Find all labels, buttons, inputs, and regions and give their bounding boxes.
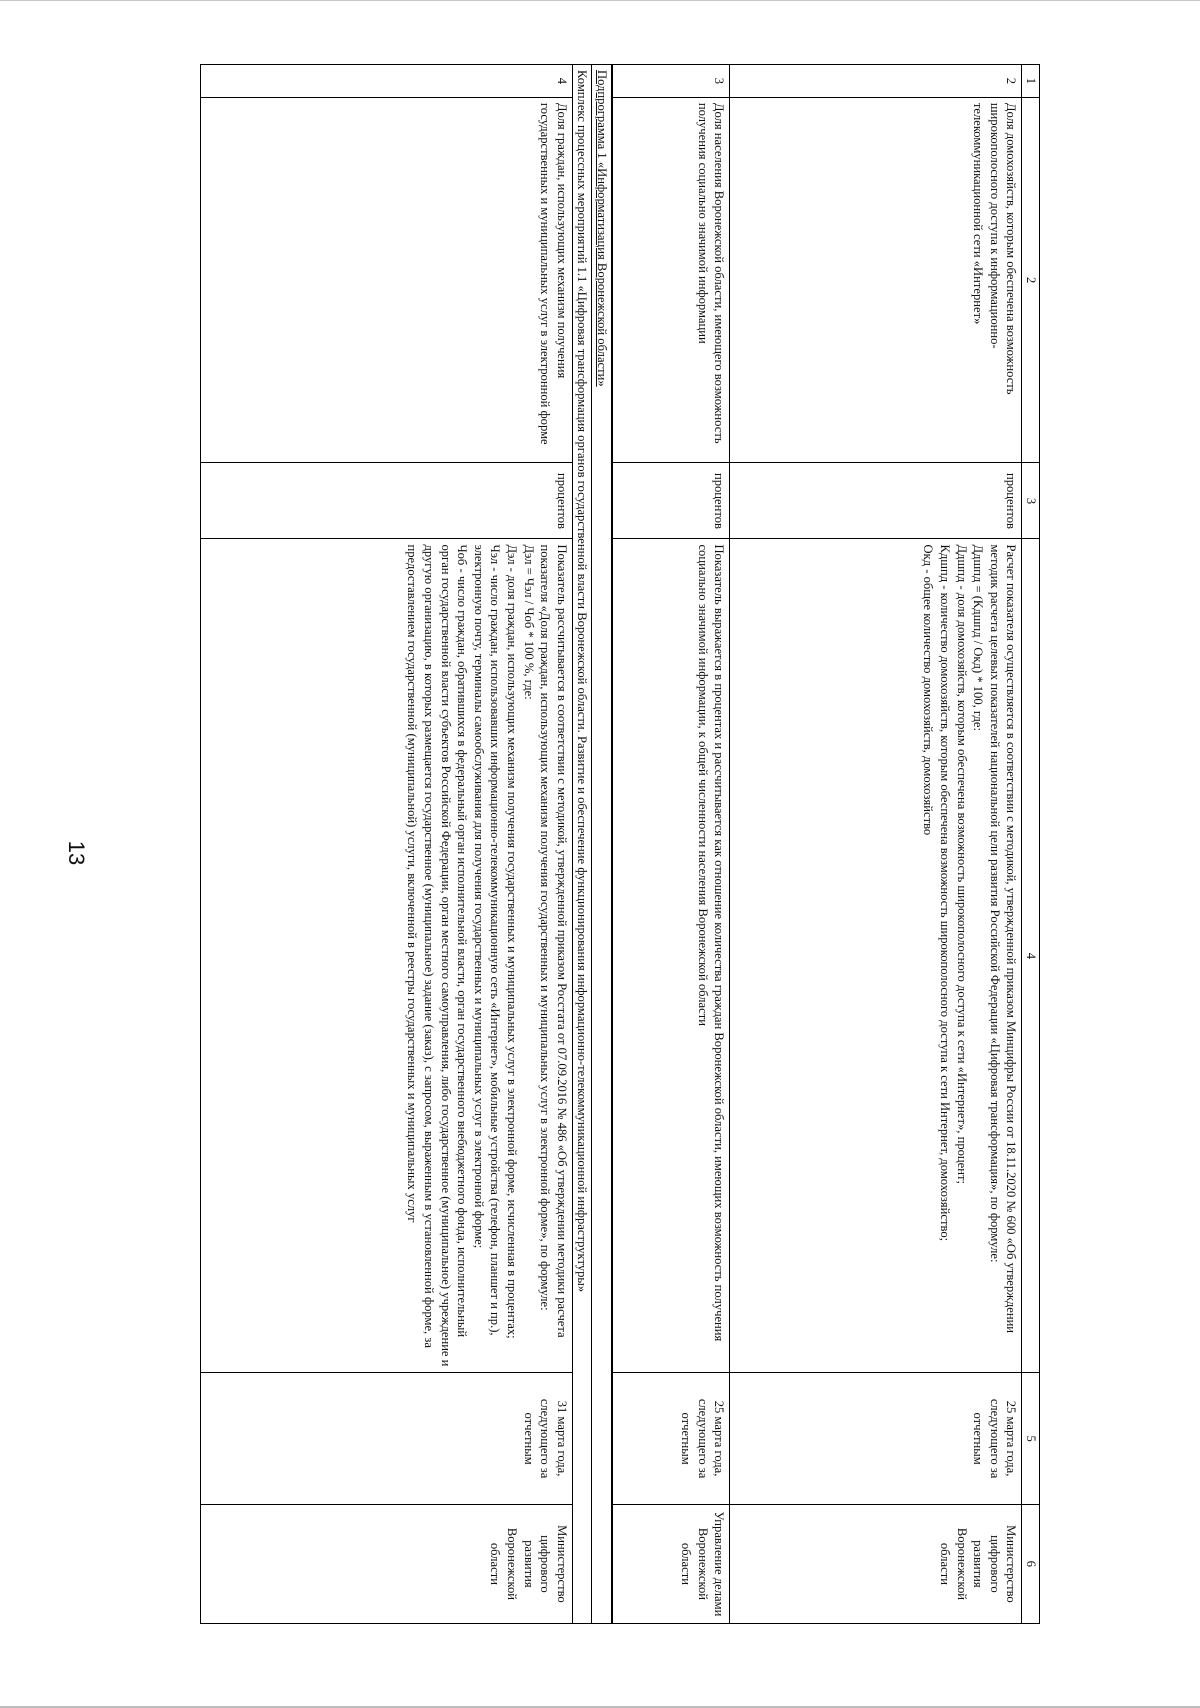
method-paragraph: Чоб - число граждан, обратившихся в федеральный орган исполнительной власти, орган государственного внебюджетного фонда, исполнительный орган государственной власти субъектов Российской Федерации, орган местного самоуправления, либо государственное (муниципальное) учреждение и другую организацию, в которых размещается государственное (муниципальное) задание (заказ), с запросом, выраженным в установленной форме, за предоставлением государственной (муниципальной) услуги, включенной в реестры государственных и муниципальных услуг <box>405 544 470 1367</box>
column-header-1: 1 <box>1022 65 1040 98</box>
indicator-name: Доля домохозяйств, которым обеспечена возможность широкополосного доступа к информационно-телекоммуникационной сети «Интернет» <box>730 97 1022 463</box>
unit-cell: процентов <box>730 463 1022 539</box>
column-header-6: 6 <box>1022 1504 1040 1623</box>
method-formula: Дэл = Чэл / Чоб * 100 %, где: <box>521 544 536 700</box>
calculation-method <box>200 539 572 1373</box>
complex-row <box>572 65 592 1624</box>
column-number-header <box>1022 65 1040 1624</box>
column-header-3: 3 <box>1022 463 1040 539</box>
subprogram-title-text: Подпрограмма 1 «Информатизация Воронежской области» <box>594 70 609 387</box>
indicator-name: Доля граждан, использующих механизм получения государственных и муниципальных услуг в электронной форме <box>200 97 572 463</box>
method-paragraph: Чэл - число граждан, использовавших информационно-телекоммуникационную сеть «Интернет», мобильные устройства (телефон, планшет и пр.), электронную почту, терминалы самообслуживания для получения государственных и муниципальных услуг в электронной форме; <box>471 544 503 1336</box>
complex-title: Комплекс процессных мероприятий 1.1 «Цифровая трансформация органов государственной власти Воронежской области. Развитие и обеспечение функционирования информационно-телекоммуникационной инфраструктуры» <box>572 65 592 1624</box>
column-header-5: 5 <box>1022 1373 1040 1504</box>
scan-top-edge <box>0 0 1200 1</box>
method-formula: Ддшпд = (Кдшпд / Окд) * 100, где: <box>971 544 986 731</box>
column-header-2: 2 <box>1022 97 1040 463</box>
method-paragraph: Показатель выражается в процентах и рассчитывается как отношение количества граждан Воронежской области, имеющих возможность получения социально значимой информации, к общей численности населения Воронежской области <box>695 544 727 1342</box>
unit-cell: процентов <box>200 463 572 539</box>
method-paragraph: Показатель рассчитывается в соответствии с методикой, утвержденной приказом Росстата от 07.09.2016 № 486 «Об утверждении методики расчета показателя «Доля граждан, использующих механизм получения государственных и муниципальных услуг в электронной форме», по формуле: <box>538 544 569 1338</box>
calculation-method <box>730 539 1022 1373</box>
deadline-cell: 31 марта года, следующего за отчетным <box>200 1373 572 1504</box>
method-paragraph: Кдшпд - количество домохозяйств, которым обеспечена возможность широкополосного доступа к сети Интернет, домохозяйство; <box>938 544 953 1242</box>
table-row <box>730 65 1022 1624</box>
indicator-name: Доля населения Воронежской области, имеющего возможность получения социально значимой информации <box>612 97 730 463</box>
indicators-table <box>200 64 1040 1624</box>
subprogram-row <box>592 65 612 1624</box>
responsible-cell: Министерство цифрового развития Воронежской области <box>200 1504 572 1623</box>
deadline-cell: 25 марта года, следующего за отчетным <box>730 1373 1022 1504</box>
row-number: 4 <box>200 65 572 98</box>
unit-cell: процентов <box>612 463 730 539</box>
method-paragraph: Расчет показателя осуществляется в соответствии с методикой, утвержденной приказом Минцифры России от 18.11.2020 № 600 «Об утверждении методик расчета целевых показателей национальной цели развития Российской Федерации «Цифровая трансформация», по формуле: <box>987 544 1019 1334</box>
rotated-table-sheet <box>176 64 1040 1624</box>
table-row <box>612 65 730 1624</box>
deadline-cell: 25 марта года, следующего за отчетным <box>612 1373 730 1504</box>
row-number: 3 <box>612 65 730 98</box>
page-number: 13 <box>64 840 89 866</box>
table-row <box>200 65 572 1624</box>
column-header-4: 4 <box>1022 539 1040 1373</box>
method-paragraph: Ддшпд - доля домохозяйств, которым обеспечена возможность широкополосного доступа к сети «Интернет», процент; <box>954 544 969 1184</box>
row-number: 2 <box>730 65 1022 98</box>
subprogram-title <box>592 65 612 1624</box>
calculation-method <box>612 539 730 1373</box>
method-paragraph: Окд - общее количество домохозяйств, домохозяйство <box>921 544 936 836</box>
responsible-cell: Министерство цифрового развития Воронежской области <box>730 1504 1022 1623</box>
responsible-cell: Управление делами Воронежской области <box>612 1504 730 1623</box>
method-paragraph: Дэл - доля граждан, использующих механизм получения государственных и муниципальных услуг в электронной форме, исчисленная в процентах; <box>504 544 519 1339</box>
